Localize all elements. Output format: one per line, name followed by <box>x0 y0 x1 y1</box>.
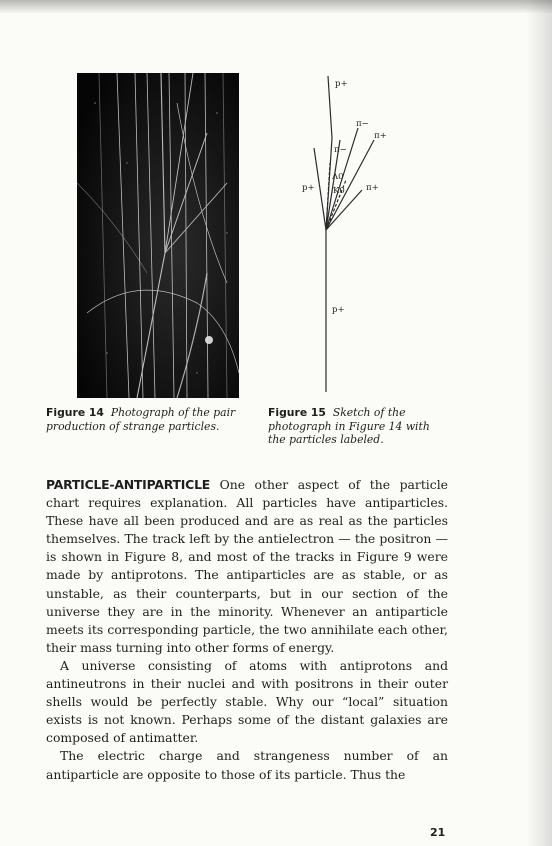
figure-14-caption-text: Photograph of the pair production of strange particles. <box>46 406 236 433</box>
paragraph-3: The electric charge and strangeness number of an antiparticle are opposite to those of its particle. Thus the <box>46 748 448 782</box>
label-lambda0: Λ0 <box>332 172 344 182</box>
label-pi-minus-b: π− <box>334 145 347 155</box>
page-number: 21 <box>430 826 446 839</box>
label-pi-plus-b: π+ <box>366 183 379 193</box>
label-p-left: p+ <box>302 183 315 193</box>
scan-gutter-shadow <box>526 0 552 846</box>
paragraph-2: A universe consisting of atoms with antiprotons and antineutrons in their nuclei and with positrons in their outer shells would be perfectly stable. Why our “local” situation exists is not known. Perhaps some of the distant galaxies are composed of antimatter. <box>46 657 448 746</box>
body-text <box>46 476 448 784</box>
scan-edge-shadow <box>0 0 552 14</box>
paragraph-1-text: One other aspect of the particle chart requires explanation. All particles have antiparticles. These have all been produced and are as real as the particles themselves. The track left by the antielectron — the positron — is shown in Figure 8, and most of the tracks in Figure 9 were made by antiprotons. The antiparticles are as stable, or as unstable, as their counterparts, but in our section of the universe they are in the minority. Whenever an antiparticle meets its corresponding particle, the two annihilate each other, their mass turning into other forms of energy. <box>46 477 448 655</box>
label-pi-minus-a: π− <box>356 119 369 129</box>
section-heading: PARTICLE-ANTIPARTICLE <box>46 477 211 492</box>
figure-14-caption <box>46 406 242 433</box>
label-p-bottom: p+ <box>332 305 345 315</box>
figure-15-number: Figure 15 <box>268 406 326 419</box>
figure-14-number: Figure 14 <box>46 406 104 419</box>
label-p-top: p+ <box>335 79 348 89</box>
track-proton-left <box>314 148 326 230</box>
label-pi-plus-a: π+ <box>374 131 387 141</box>
paragraph-1 <box>46 476 448 657</box>
label-k0: K0 <box>333 186 345 196</box>
figure-15-sketch <box>286 68 466 398</box>
figure-15-caption-text: Sketch of the photograph in Figure 14 with the particles labeled. <box>268 406 430 446</box>
figure-14-photograph <box>77 73 239 398</box>
figure-15-caption <box>268 406 448 447</box>
